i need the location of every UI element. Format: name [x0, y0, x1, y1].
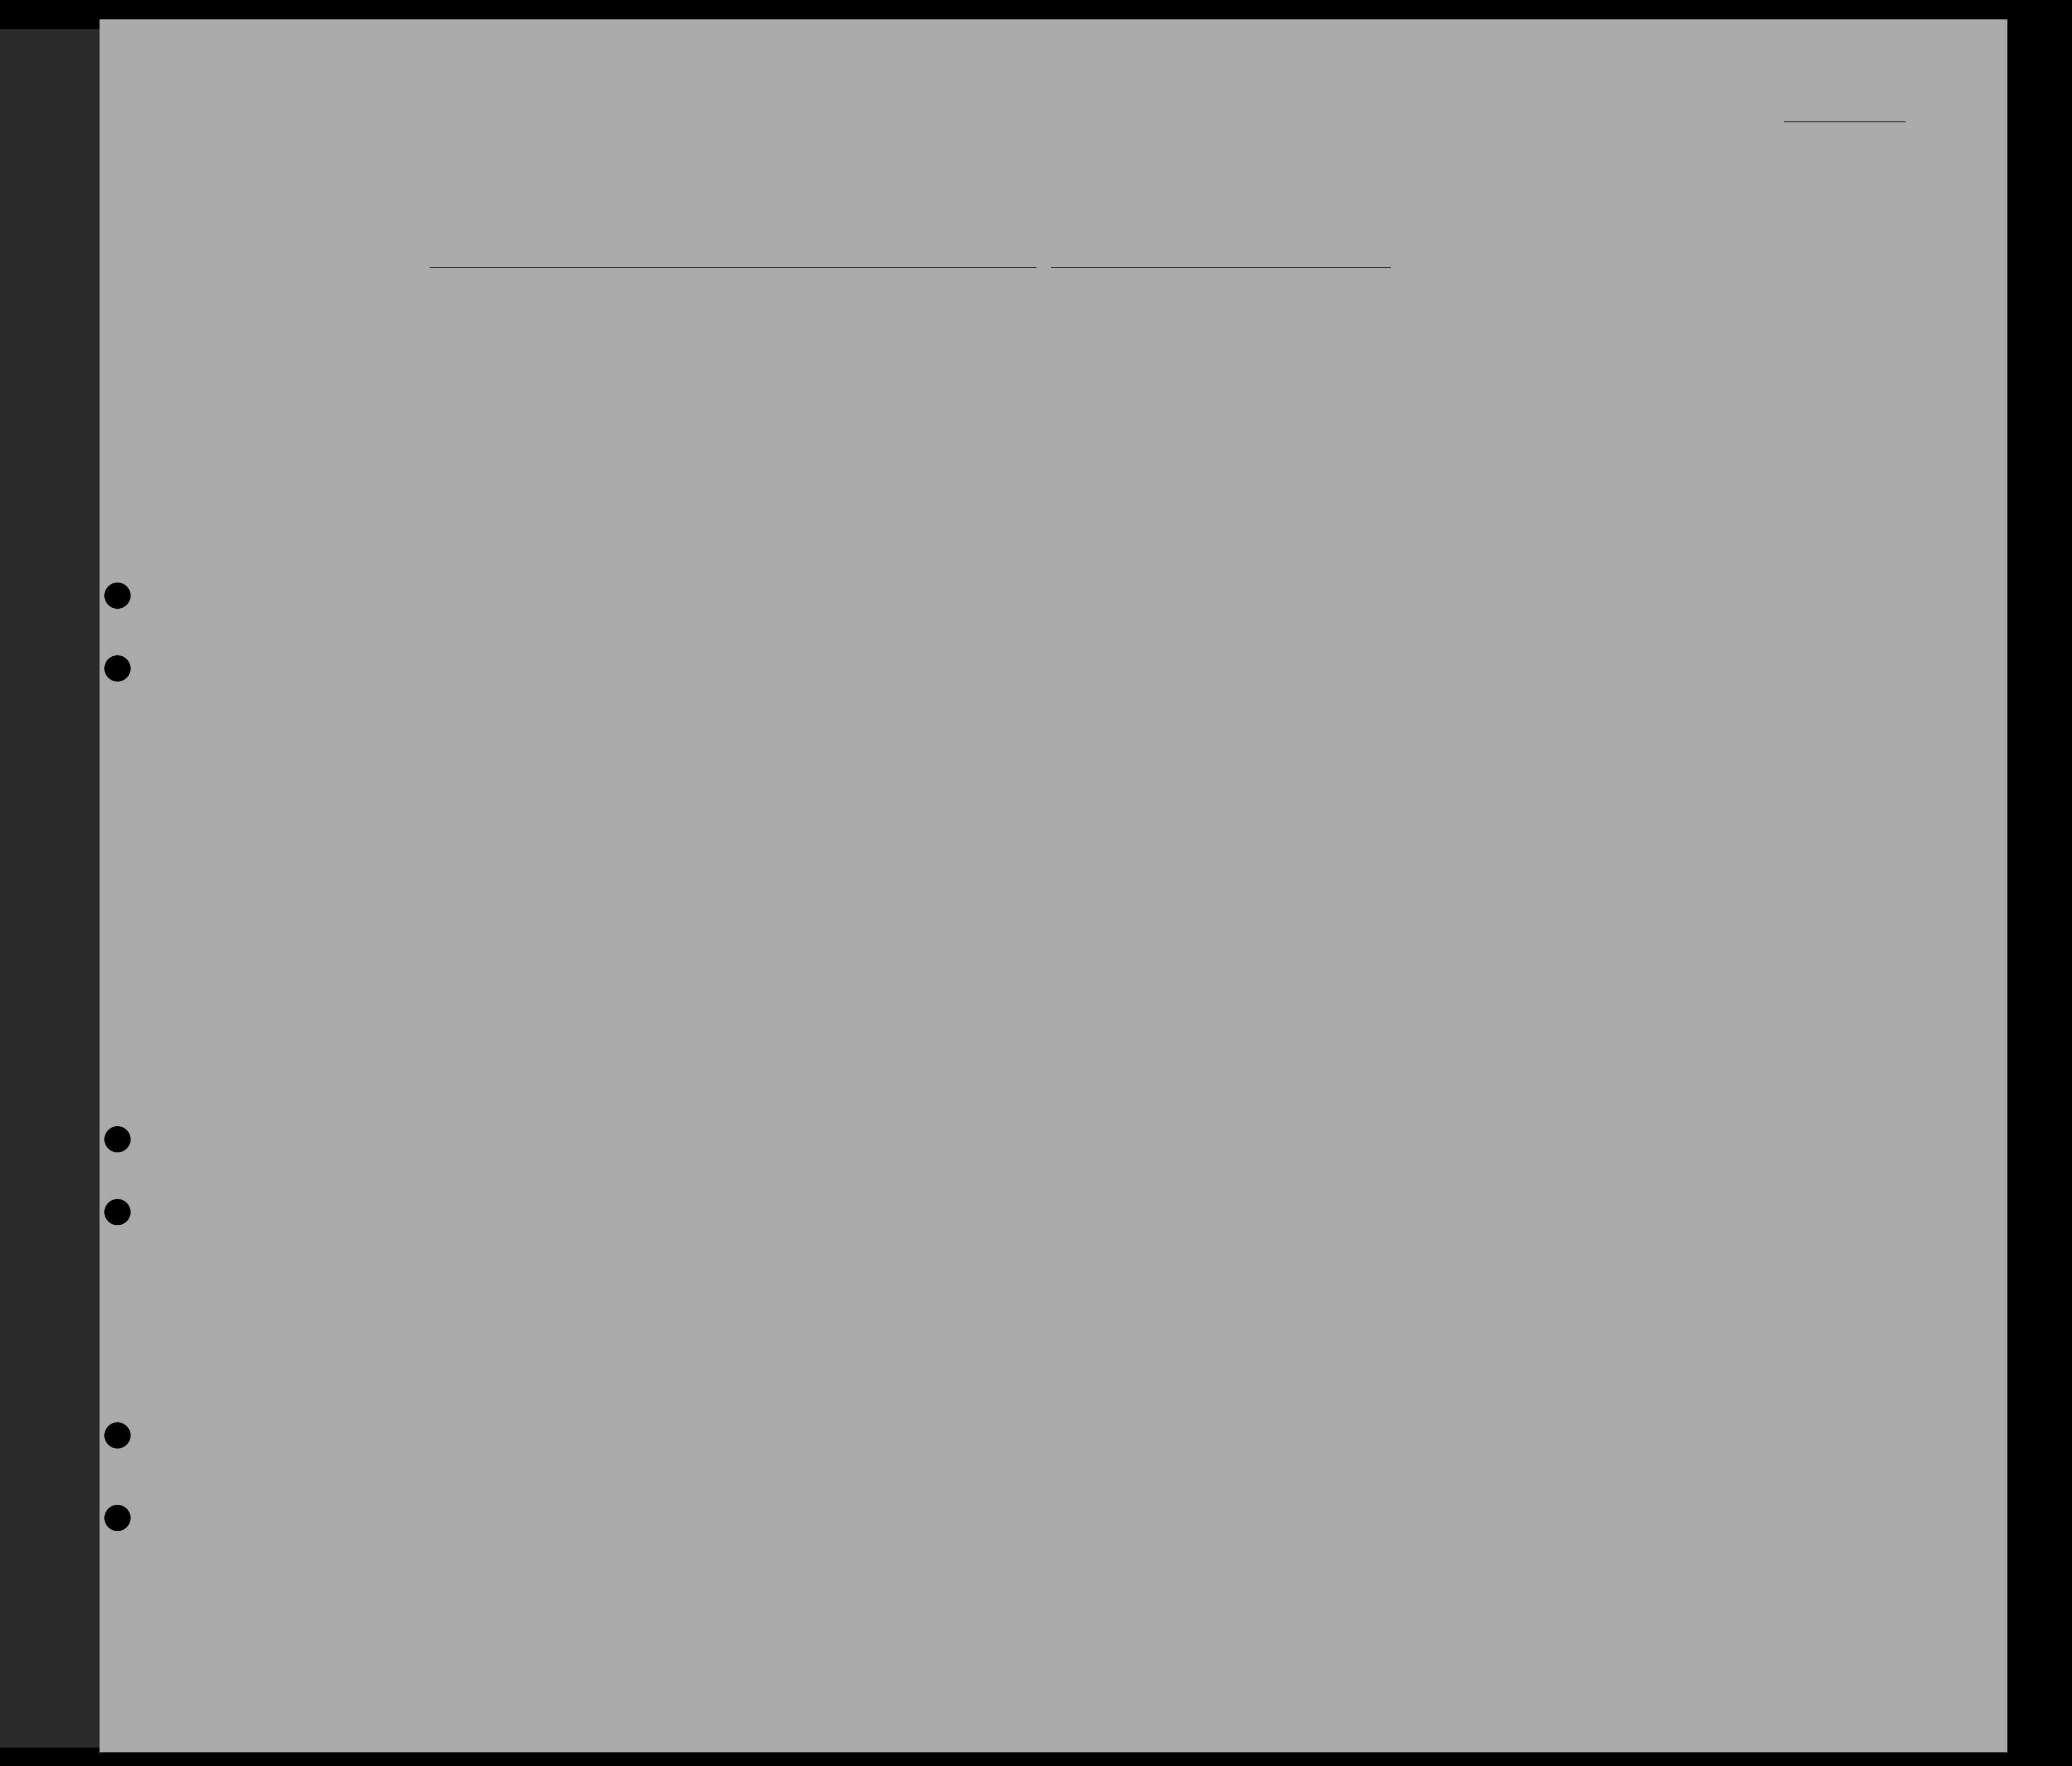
page-edge-strip: [0, 29, 100, 1748]
binder-hole: [104, 1505, 131, 1531]
binder-hole: [104, 1199, 131, 1225]
form-grid: [100, 19, 2007, 1752]
binder-hole: [104, 655, 131, 682]
manifest-page: [100, 19, 2007, 1752]
binder-hole: [104, 1126, 131, 1152]
list-underline: [1784, 121, 1905, 122]
binder-hole: [104, 1422, 131, 1449]
port-underline: [430, 267, 1036, 268]
date-underline: [1051, 267, 1391, 268]
binder-hole: [104, 583, 131, 609]
